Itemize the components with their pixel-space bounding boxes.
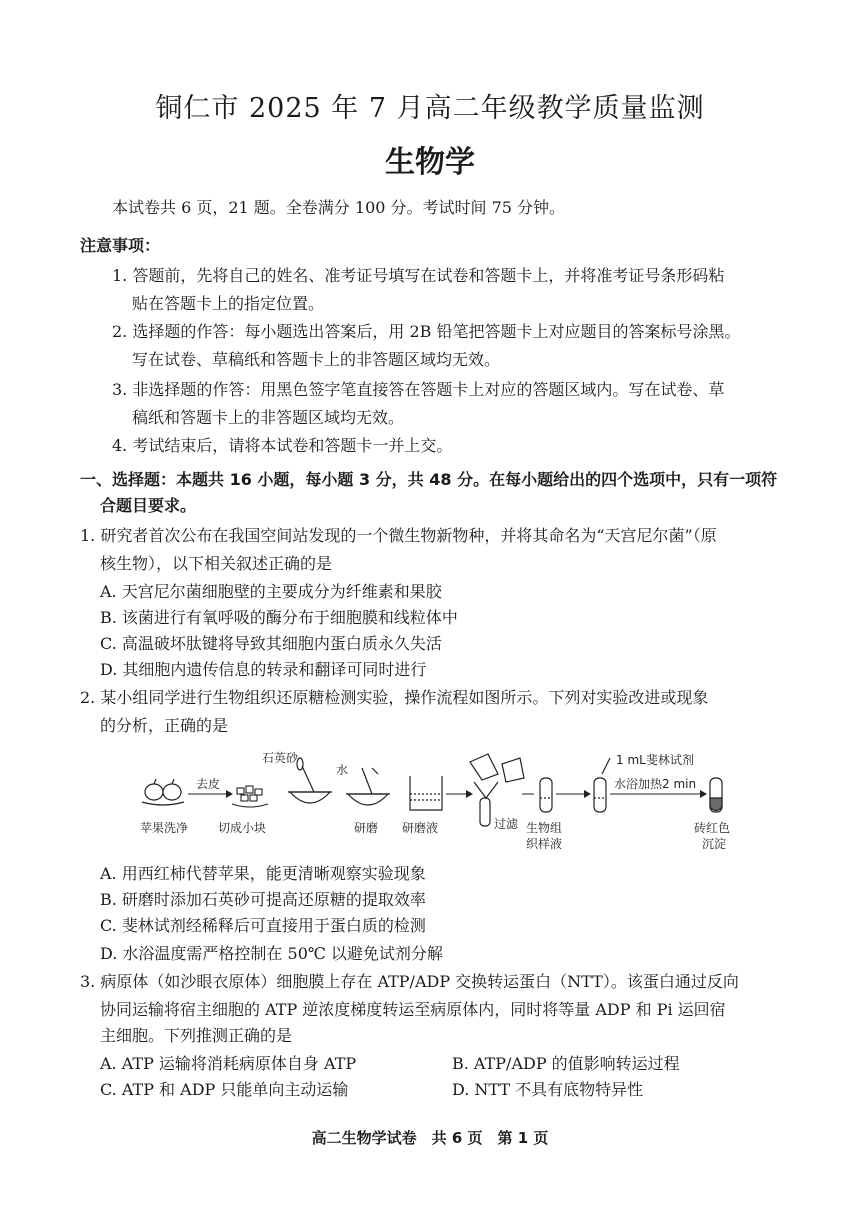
q3-option-c: C. ATP 和 ADP 只能单向主动运输 [100,1080,349,1099]
page-footer: 高二生物学试卷 共 6 页 第 1 页 [311,1129,549,1147]
notice-item-3-line-2: 稿纸和答题卡上的非答题区域均无效。 [132,408,405,427]
label-water: 水 [336,763,349,777]
label-reagent: 1 mL斐林试剂 [616,753,694,767]
section-1-heading-line-2: 合题目要求。 [100,496,197,515]
label-grind: 研磨 [354,821,379,835]
beaker-icon [410,776,442,810]
q1-option-d: D. 其细胞内遗传信息的转录和翻译可同时进行 [100,660,427,679]
label-heat: 水浴加热2 min [614,777,697,791]
q2-stem-line-2: 的分析，正确的是 [100,716,229,735]
notice-item-1-line-1: 1. 答题前，先将自己的姓名、准考证号填写在试卷和答题卡上，并将准考证号条形码粘 [112,266,725,285]
apple-icon [142,779,184,805]
label-sample-2: 织样液 [526,837,563,851]
q1-option-b: B. 该菌进行有氧呼吸的酶分布于细胞膜和线粒体中 [100,608,458,627]
q3-stem-line-2: 协同运输将宿主细胞的 ATP 逆浓度梯度转运至病原体内，同时将等量 ADP 和 Pi 运回宿 [100,1000,726,1019]
q2-option-d: D. 水浴温度需严格控制在 50℃ 以避免试剂分解 [100,944,443,963]
label-filter: 过滤 [494,817,519,831]
q2-stem-line-1: 2. 某小组同学进行生物组织还原糖检测实验，操作流程如图所示。下列对实验改进或现象 [80,688,709,707]
label-sample-1: 生物组 [526,821,563,835]
q1-stem-line-1: 1. 研究者首次公布在我国空间站发现的一个微生物新物种，并将其命名为“天宫尼尔菌”（原 [80,526,717,545]
notice-item-1-line-2: 贴在答题卡上的指定位置。 [132,294,325,313]
reagent-tube-icon [594,758,610,812]
notice-item-4: 4. 考试结束后，请将本试卷和答题卡一并上交。 [112,436,453,455]
q1-stem-line-2: 核生物），以下相关叙述正确的是 [100,554,333,573]
q2-option-c: C. 斐林试剂经稀释后可直接用于蛋白质的检测 [100,916,426,935]
q3-stem-line-3: 主细胞。下列推测正确的是 [100,1026,293,1045]
experiment-flow-diagram [140,748,740,858]
section-1-heading-line-1: 一、选择题：本题共 16 小题，每小题 3 分，共 48 分。在每小题给出的四个选项中，只有一项符 [80,470,778,489]
q1-option-c: C. 高温破坏肽键将导致其细胞内蛋白质永久失活 [100,634,442,653]
label-peel: 去皮 [196,777,221,791]
q3-stem-line-1: 3. 病原体（如沙眼衣原体）细胞膜上存在 ATP/ADP 交换转运蛋白（NTT）。该蛋白通过反向 [80,972,739,991]
sample-tube-icon [540,778,552,812]
q3-option-d: D. NTT 不具有底物特异性 [452,1080,644,1099]
notice-item-2-line-2: 写在试卷、草稿纸和答题卡上的非答题区域均无效。 [132,350,501,369]
label-quartz: 石英砂 [262,751,299,765]
notice-heading: 注意事项： [80,236,161,255]
notice-item-3-line-1: 3. 非选择题的作答：用黑色签字笔直接答在答题卡上对应的答题区域内。写在试卷、草 [112,380,725,399]
arrowhead-5 [700,790,707,798]
label-result-2: 沉淀 [702,837,727,851]
arrowhead-2 [466,790,473,798]
cut-pieces-icon [232,786,268,807]
q2-option-b: B. 研磨时添加石英砂可提高还原糖的提取效率 [100,890,426,909]
arrowhead-1 [226,790,233,798]
exam-intro: 本试卷共 6 页，21 题。全卷满分 100 分。考试时间 75 分钟。 [112,198,566,217]
label-cut: 切成小块 [218,821,267,835]
label-grind-liquid: 研磨液 [402,821,439,835]
q3-option-b: B. ATP/ADP 的值影响转运过程 [452,1054,680,1073]
exam-title: 铜仁市 2025 年 7 月高二年级教学质量监测 [155,93,705,124]
mortar-grinding-icon [346,768,390,805]
arrowhead-4 [584,790,591,798]
notice-item-2-line-1: 2. 选择题的作答：每小题选出答案后，用 2B 铅笔把答题卡上对应题目的答案标号涂黑。 [112,322,741,341]
q3-option-a: A. ATP 运输将消耗病原体自身 ATP [100,1054,357,1073]
subject-title: 生物学 [385,145,475,180]
q2-option-a: A. 用西红柿代替苹果，能更清晰观察实验现象 [100,864,426,883]
result-tube-icon [710,778,722,812]
label-result-1: 砖红色 [694,821,731,835]
q1-option-a: A. 天宫尼尔菌细胞壁的主要成分为纤维素和果胶 [100,582,442,601]
label-apple-wash: 苹果洗净 [140,821,189,835]
filter-funnel-icon [470,754,524,826]
